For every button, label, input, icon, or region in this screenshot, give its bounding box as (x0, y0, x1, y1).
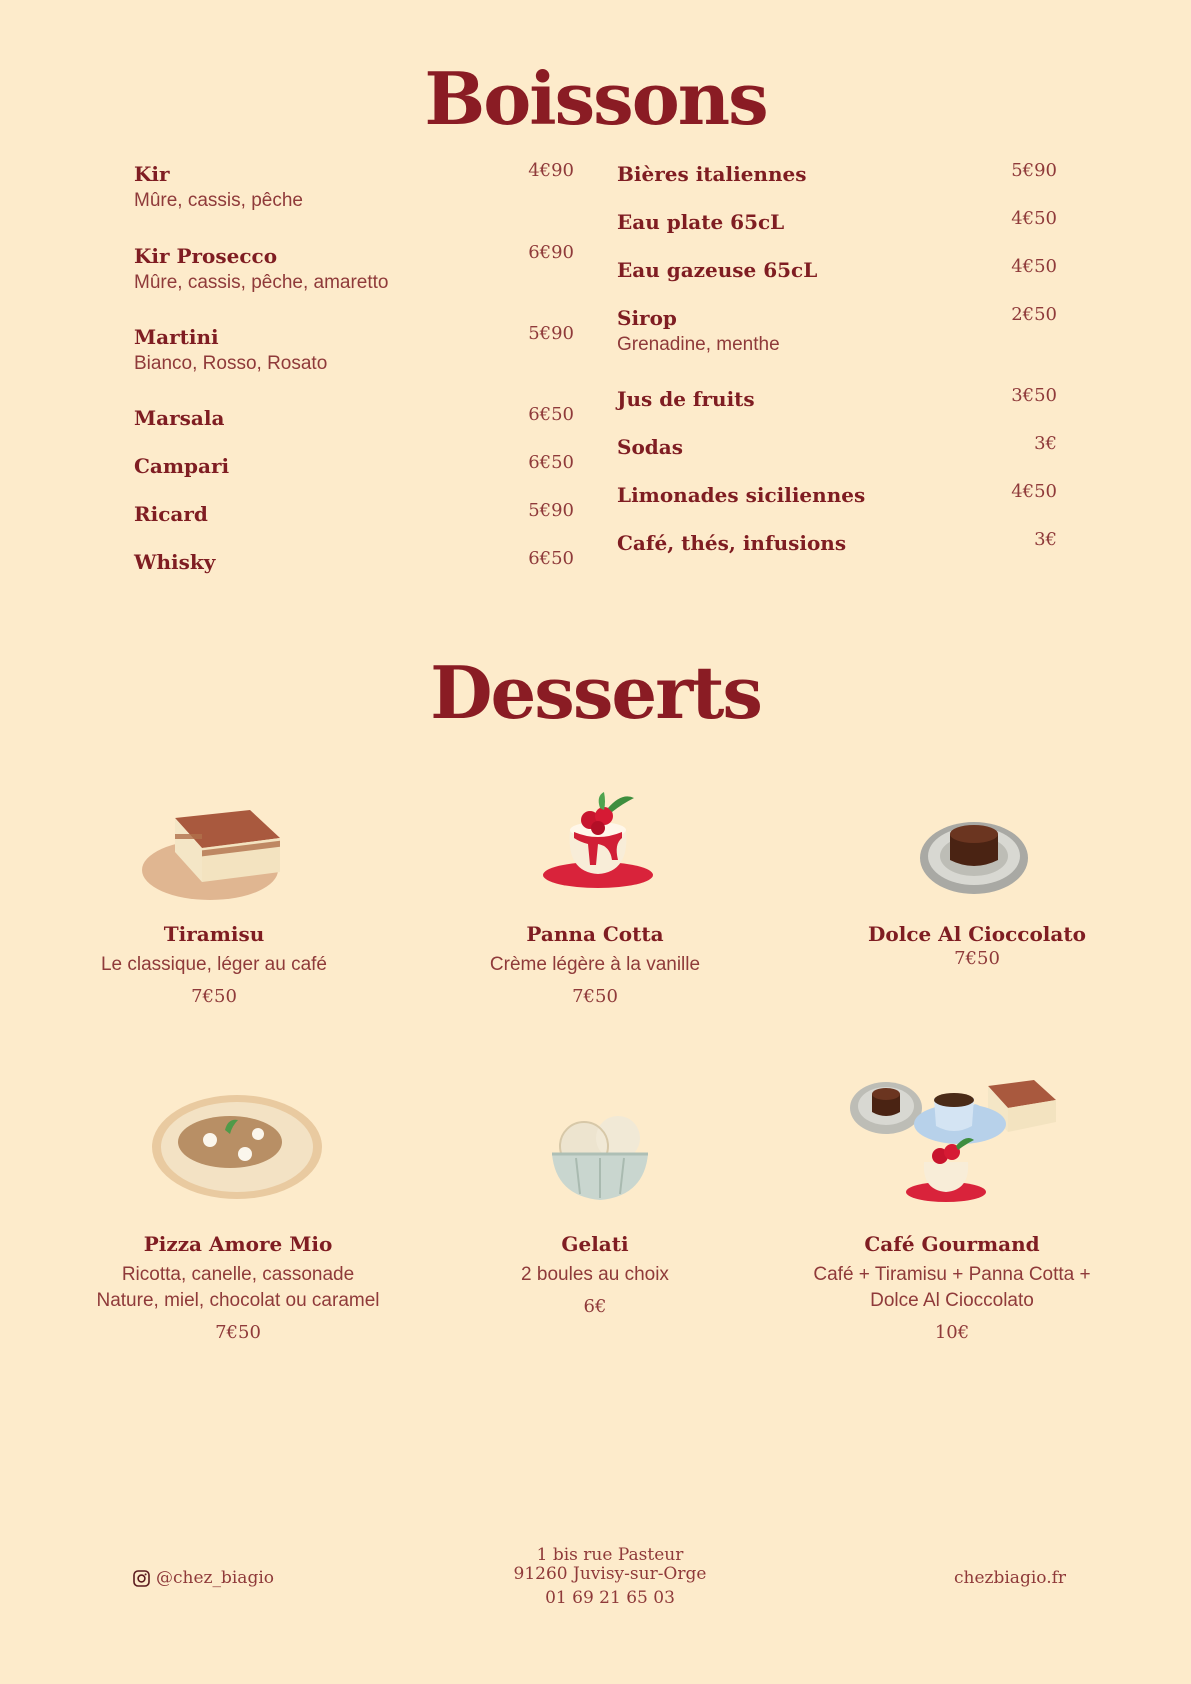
drink-price: 5€90 (528, 323, 574, 344)
drink-price: 6€50 (528, 404, 574, 425)
drink-price: 4€50 (1011, 208, 1057, 229)
desserts-title: Desserts (430, 650, 761, 735)
dessert-item-pizza (68, 1232, 408, 1343)
website-link[interactable]: chezbiagio.fr (954, 1568, 1067, 1588)
dessert-name: Gelati (561, 1232, 629, 1256)
dessert-item-tiramisu (54, 922, 374, 1007)
drink-name: Whisky (134, 550, 216, 574)
drink-name: Bières italiennes (617, 162, 807, 186)
drink-item (134, 550, 574, 574)
dessert-desc (68, 1262, 408, 1314)
dessert-desc-line: Ricotta, canelle, cassonade (121, 1264, 355, 1285)
drink-item (134, 502, 574, 526)
dessert-price: 10€ (934, 1322, 970, 1343)
dessert-pizza-icon (150, 1092, 325, 1202)
chocolate-cake-icon (918, 812, 1030, 898)
drink-item (617, 387, 1057, 411)
drink-desc: Mûre, cassis, pêche, amaretto (134, 272, 389, 293)
dessert-desc-line: Café + Tiramisu + Panna Cotta + (813, 1264, 1091, 1285)
dessert-desc: 2 boules au choix (521, 1264, 669, 1285)
drink-name: Kir (134, 162, 170, 186)
drink-item (617, 258, 1057, 282)
dessert-price: 7€50 (954, 948, 1000, 969)
dessert-desc-line: Dolce Al Cioccolato (870, 1290, 1034, 1311)
dessert-item-dolce (817, 922, 1137, 969)
drink-price: 3€ (1034, 529, 1057, 550)
drink-name: Café, thés, infusions (617, 531, 847, 555)
drink-name: Martini (134, 325, 219, 349)
drink-name: Ricard (134, 502, 208, 526)
dessert-desc-line: Nature, miel, chocolat ou caramel (96, 1290, 380, 1311)
dessert-item-gelati (435, 1232, 755, 1317)
dessert-price: 7€50 (572, 986, 618, 1007)
drink-price: 4€50 (1011, 481, 1057, 502)
drink-item (617, 306, 1057, 356)
dessert-price: 7€50 (215, 1322, 261, 1343)
drink-price: 5€90 (1011, 160, 1057, 181)
drink-desc: Bianco, Rosso, Rosato (134, 353, 328, 374)
drink-name: Kir Prosecco (134, 244, 278, 268)
instagram-handle: @chez_biagio (156, 1568, 274, 1588)
drink-desc: Mûre, cassis, pêche (134, 190, 303, 211)
dessert-desc: Le classique, léger au café (100, 954, 328, 975)
drink-item (617, 483, 1057, 507)
drink-item (617, 435, 1057, 459)
drink-name: Eau plate 65cL (617, 210, 785, 234)
drink-name: Eau gazeuse 65cL (617, 258, 818, 282)
dessert-name: Pizza Amore Mio (143, 1232, 333, 1256)
cafe-gourmand-icon (848, 1072, 1060, 1206)
drink-item (134, 325, 574, 375)
dessert-price: 6€ (583, 1296, 607, 1317)
drink-item (134, 244, 574, 294)
drink-item (617, 162, 1057, 186)
drink-item (134, 406, 574, 430)
dessert-name: Tiramisu (163, 922, 265, 946)
boissons-title: Boissons (424, 56, 767, 141)
drink-price: 2€50 (1011, 304, 1057, 325)
drink-price: 6€90 (528, 242, 574, 263)
drink-item (134, 454, 574, 478)
address-street: 1 bis rue Pasteur (536, 1545, 684, 1565)
drink-price: 6€50 (528, 548, 574, 569)
drink-name: Campari (134, 454, 230, 478)
panna-cotta-icon (538, 790, 663, 895)
drink-name: Marsala (134, 406, 225, 430)
drink-price: 4€50 (1011, 256, 1057, 277)
dessert-name: Panna Cotta (526, 922, 664, 946)
drink-item (617, 210, 1057, 234)
drink-price: 3€ (1034, 433, 1057, 454)
dessert-price: 7€50 (191, 986, 237, 1007)
drink-price: 4€90 (528, 160, 574, 181)
drink-price: 5€90 (528, 500, 574, 521)
ice-cream-bowl-icon (548, 1108, 652, 1204)
dessert-desc: Crème légère à la vanille (489, 954, 701, 975)
dessert-desc (782, 1262, 1122, 1314)
drink-name: Limonades siciliennes (617, 483, 866, 507)
drink-price: 3€50 (1011, 385, 1057, 406)
drink-price: 6€50 (528, 452, 574, 473)
drink-name: Sirop (617, 306, 677, 330)
drink-item (134, 162, 574, 212)
dessert-item-panna-cotta (435, 922, 755, 1007)
dessert-item-cafe-gourmand (782, 1232, 1122, 1343)
tiramisu-icon (140, 800, 290, 910)
drink-name: Jus de fruits (617, 387, 755, 411)
dessert-name: Café Gourmand (864, 1232, 1040, 1256)
address-city: 91260 Juvisy-sur-Orge (513, 1564, 707, 1584)
dessert-name: Dolce Al Cioccolato (868, 922, 1086, 946)
drink-desc: Grenadine, menthe (617, 334, 780, 355)
drink-name: Sodas (617, 435, 683, 459)
drink-item (617, 531, 1057, 555)
phone-number[interactable]: 01 69 21 65 03 (545, 1588, 675, 1608)
